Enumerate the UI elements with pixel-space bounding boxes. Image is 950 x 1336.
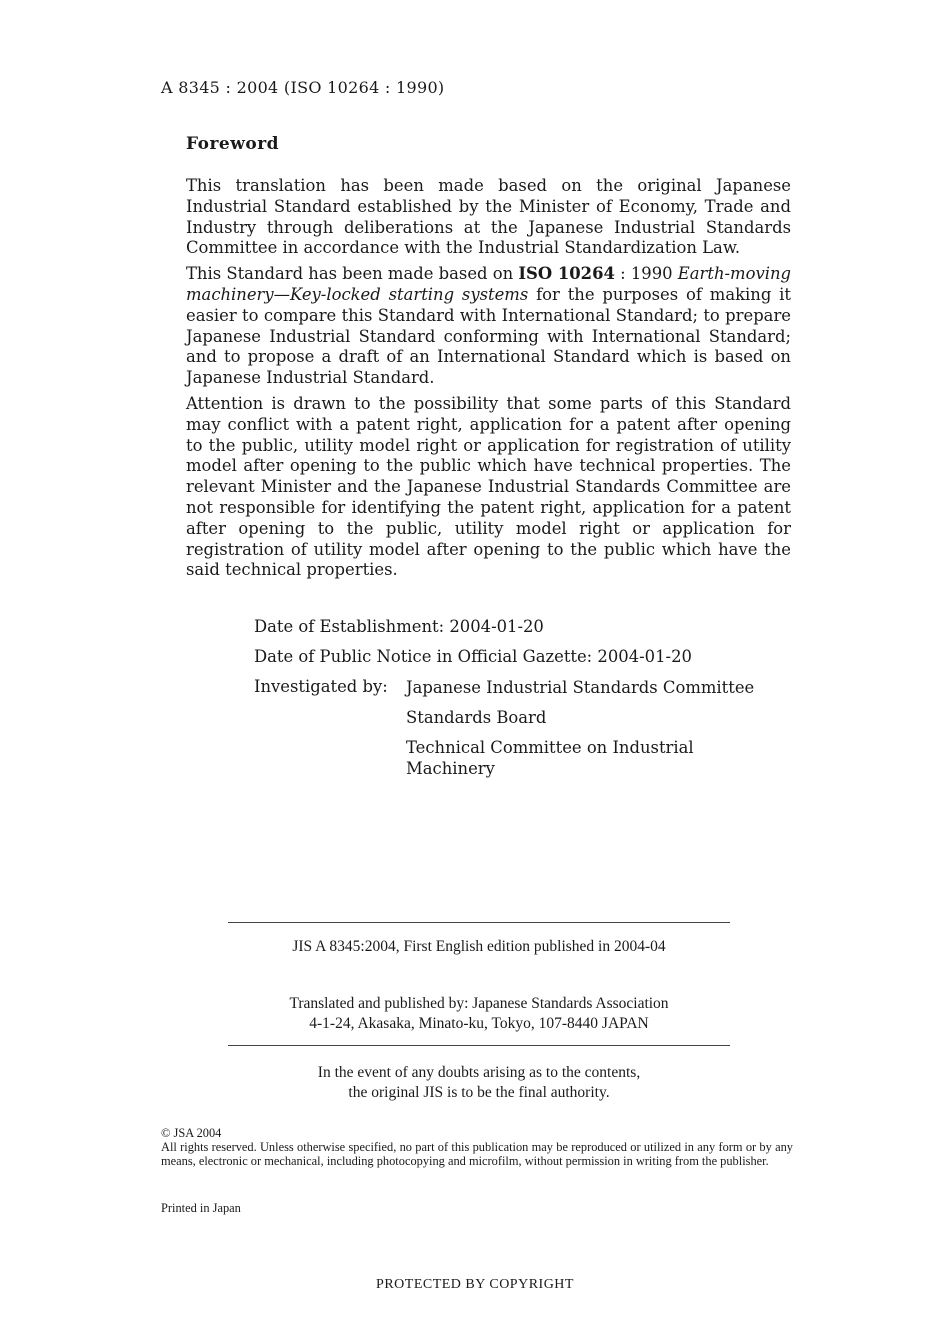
publisher-line: Translated and published by: Japanese Standards Association xyxy=(289,995,669,1012)
date-of-public-notice: Date of Public Notice in Official Gazette: 2004-01-20 xyxy=(254,647,692,666)
basis-lead-text: This Standard has been made based on xyxy=(186,264,519,284)
foreword-body xyxy=(186,176,791,586)
authority-line: In the event of any doubts arising as to the contents, xyxy=(317,1064,641,1081)
printed-in: Printed in Japan xyxy=(161,1201,241,1215)
investigating-body: Standards Board xyxy=(406,708,547,727)
investigating-body: Technical Committee on Industrial Machinery xyxy=(406,738,694,778)
edition-statement: JIS A 8345:2004, First English edition published in 2004-04 xyxy=(292,938,666,955)
iso-year: : 1990 xyxy=(614,264,678,284)
date-of-establishment: Date of Establishment: 2004-01-20 xyxy=(254,617,544,636)
iso-title: Earth-moving machinery—Key-locked starting systems xyxy=(186,264,791,304)
copyright-block xyxy=(161,1126,793,1168)
authority-line: the original JIS is to be the final authority. xyxy=(348,1084,610,1101)
protected-watermark: PROTECTED BY COPYRIGHT xyxy=(376,1277,574,1292)
publisher-address: 4-1-24, Akasaka, Minato-ku, Tokyo, 107-8440 JAPAN xyxy=(309,1015,649,1032)
foreword-title: Foreword xyxy=(186,134,280,154)
foreword-paragraph-basis xyxy=(186,264,791,389)
foreword-paragraph-translation: This translation has been made based on the original Japanese Industrial Standard established by the Minister of Economy, Trade and Industry through deliberations at the Japanese Industrial Standards Committee in accordance with the Industrial Standardization Law. xyxy=(186,176,791,258)
basis-rest-text: for the purposes of making it easier to compare this Standard with International Standard; to prepare Japanese Industrial Standard conforming with International Standard; and to propose a draft of an International Standard which is based on Japanese Industrial Standard. xyxy=(186,284,791,388)
standard-designation: A 8345 : 2004 (ISO 10264 : 1990) xyxy=(161,78,445,97)
investigating-body: Japanese Industrial Standards Committee xyxy=(406,678,755,697)
top-divider xyxy=(228,922,730,923)
foreword-paragraph-patent: Attention is drawn to the possibility that some parts of this Standard may conflict with a patent right, application for a patent after opening to the public, utility model right or application for registration of utility model after opening to the public which have technical properties. The relevant Minister and the Japanese Industrial Standards Committee are not responsible for identifying the patent right, application for a patent after opening to the public, utility model right or application for registration of utility model after opening to the public which have the said technical properties. xyxy=(186,393,791,580)
authority-statement xyxy=(228,1063,730,1103)
publisher-statement xyxy=(228,994,730,1034)
iso-reference: ISO 10264 xyxy=(518,264,615,284)
copyright-notice: © JSA 2004 xyxy=(161,1126,222,1140)
investigated-by-label: Investigated by: xyxy=(254,677,388,696)
rights-statement: All rights reserved. Unless otherwise specified, no part of this publication may be reproduced or utilized in any form or by any means, electronic or mechanical, including photocopying and microfilm, without permission in writing from the publisher. xyxy=(161,1140,793,1168)
investigating-bodies xyxy=(406,677,766,788)
bottom-divider xyxy=(228,1045,730,1046)
